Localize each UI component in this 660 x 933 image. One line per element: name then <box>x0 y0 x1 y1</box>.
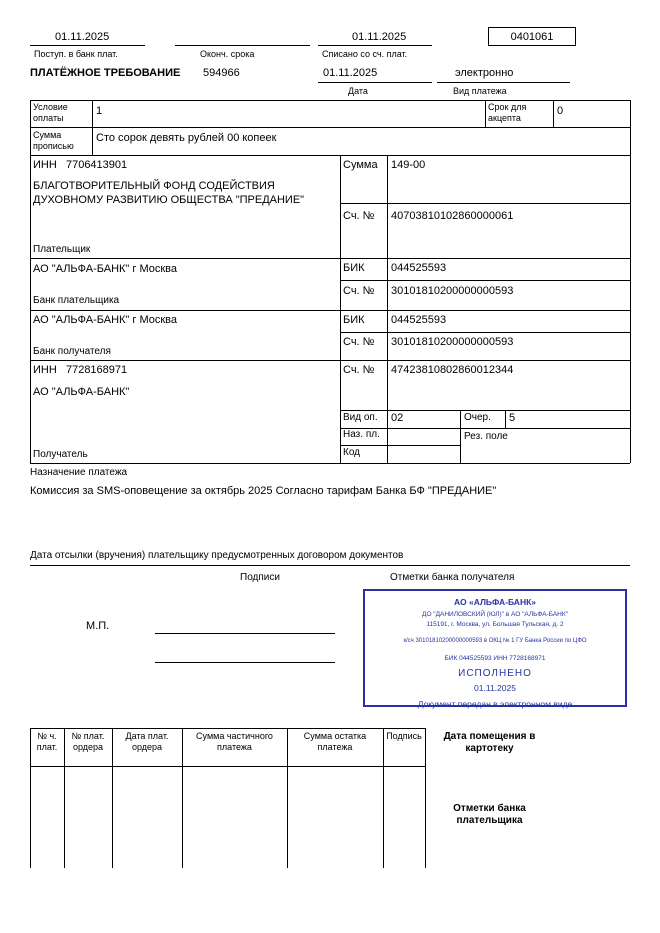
purpose-code-label: Наз. пл. <box>343 429 380 440</box>
document-title: ПЛАТЁЖНОЕ ТРЕБОВАНИЕ <box>30 67 181 79</box>
grid-line <box>383 728 384 868</box>
amount-words: Сто сорок девять рублей 00 копеек <box>96 132 277 144</box>
card-file-label: Дата помещения в картотеку <box>443 731 536 754</box>
purpose-label: Назначение платежа <box>30 467 128 478</box>
grid-line <box>425 728 426 868</box>
beneficiary-bank-name: АО "АЛЬФА-БАНК" г Москва <box>33 314 177 326</box>
partial-col-header: Подпись <box>386 731 422 741</box>
grid-line <box>30 310 630 311</box>
dispatch-label: Дата отсылки (вручения) плательщику предусмотренных договором документов <box>30 550 404 561</box>
grid-line <box>30 100 630 101</box>
priority-label: Очер. <box>464 412 491 423</box>
grid-line <box>30 766 425 767</box>
acceptance-term-value: 0 <box>557 105 564 117</box>
payer-inn: ИНН 7706413901 <box>33 159 128 171</box>
beneficiary-bank-marks-label: Отметки банка получателя <box>390 572 515 583</box>
signature-line <box>155 662 335 663</box>
op-kind-value: 02 <box>391 412 404 424</box>
grid-line <box>340 155 341 463</box>
grid-line <box>340 203 630 204</box>
amount-value: 149-00 <box>391 159 426 171</box>
received-date: 01.11.2025 <box>55 31 110 43</box>
grid-line <box>30 100 31 463</box>
beneficiary-name: АО "АЛЬФА-БАНК" <box>33 386 130 398</box>
stamp-note: Документ передан в электронном виде <box>417 698 573 709</box>
grid-line <box>340 410 630 411</box>
payer-bank-account: 30101810200000000593 <box>391 285 514 297</box>
grid-line <box>30 155 630 156</box>
payer-bank-marks-label: Отметки банка плательщика <box>453 803 526 826</box>
condition-value: 1 <box>96 105 103 117</box>
stamp-corr-account: к/сч 30101810200000000593 в ОКЦ № 1 ГУ Банка России по ЦФО <box>403 637 587 644</box>
stamp-status: ИСПОЛНЕНО <box>458 667 532 679</box>
beneficiary-bank-bik: 044525593 <box>391 314 447 326</box>
partial-col-header: Дата плат. ордера <box>125 731 169 752</box>
beneficiary-inn: ИНН 7728168971 <box>33 364 128 376</box>
amount-label: Сумма <box>343 159 378 171</box>
partial-col-header: № плат. ордера <box>71 731 105 752</box>
document-number: 594966 <box>203 67 240 79</box>
purpose-text: Комиссия за SMS-оповещение за октябрь 2025 Согласно тарифам Банка БФ "ПРЕДАНИЕ" <box>30 485 497 497</box>
grid-line <box>30 258 630 259</box>
acceptance-term-label: Срок для акцепта <box>488 102 527 123</box>
deadline-underline <box>175 45 310 46</box>
signature-line <box>155 633 335 634</box>
beneficiary-bank-bik-label: БИК <box>343 314 365 326</box>
grid-line <box>92 100 93 155</box>
payment-kind-underline <box>437 82 570 83</box>
grid-line <box>30 127 630 128</box>
grid-line <box>340 445 460 446</box>
partial-col-header: Сумма остатка платежа <box>303 731 367 752</box>
form-code-box <box>488 27 576 46</box>
stamp-address: 115191, г. Москва, ул. Большая Тульская, д. 2 <box>426 620 564 628</box>
stamp-branch: ДО "ДАНИЛОВСКИЙ (ЮЛ)" в АО "АЛЬФА-БАНК" <box>422 611 568 619</box>
payer-name: БЛАГОТВОРИТЕЛЬНЫЙ ФОНД СОДЕЙСТВИЯ ДУХОВНОМУ РАЗВИТИЮ ОБЩЕСТВА "ПРЕДАНИЕ" <box>33 180 305 207</box>
beneficiary-account: 47423810802860012344 <box>391 364 514 376</box>
document-date: 01.11.2025 <box>323 67 378 79</box>
grid-line <box>340 332 630 333</box>
partial-col-header: № ч. плат. <box>36 731 58 752</box>
received-label: Поступ. в банк плат. <box>34 49 118 59</box>
payer-bank-name: АО "АЛЬФА-БАНК" г Москва <box>33 263 177 275</box>
stamp-bank-name: АО «АЛЬФА-БАНК» <box>453 597 537 607</box>
grid-line <box>340 428 630 429</box>
stamp-date: 01.11.2025 <box>474 682 516 693</box>
beneficiary-bank-label: Банк получателя <box>33 346 111 357</box>
grid-line <box>505 410 506 428</box>
received-date-underline <box>30 45 145 46</box>
grid-line <box>485 100 486 127</box>
partial-col-header: Сумма частичного платежа <box>196 731 273 752</box>
signatures-label: Подписи <box>240 572 280 583</box>
form-code: 0401061 <box>510 30 554 43</box>
payer-account: 40703810102860000061 <box>391 210 514 222</box>
grid-line <box>30 360 630 361</box>
date-label: Дата <box>348 86 368 96</box>
beneficiary-bank-account-label: Сч. № <box>343 336 375 348</box>
code-label: Код <box>343 447 361 458</box>
stamp-bik-inn: БИК 044525593 ИНН 7728168971 <box>444 654 546 662</box>
dispatch-underline <box>30 565 630 566</box>
grid-line <box>460 410 461 463</box>
reserve-field-label: Рез. поле <box>464 431 508 442</box>
grid-line <box>553 100 554 127</box>
grid-line <box>630 100 631 463</box>
deadline-label: Оконч. срока <box>200 49 255 59</box>
op-kind-label: Вид оп. <box>343 412 378 423</box>
beneficiary-account-label: Сч. № <box>343 364 375 376</box>
payment-kind-label: Вид платежа <box>453 86 507 96</box>
payment-kind: электронно <box>455 67 514 79</box>
payer-bank-bik-label: БИК <box>343 262 365 274</box>
bank-stamp <box>363 589 627 707</box>
grid-line <box>30 728 425 729</box>
priority-value: 5 <box>509 412 516 424</box>
debited-date-underline <box>318 45 432 46</box>
date-underline <box>318 82 432 83</box>
payer-bank-account-label: Сч. № <box>343 285 375 297</box>
debited-date: 01.11.2025 <box>352 31 407 43</box>
beneficiary-bank-account: 30101810200000000593 <box>391 336 514 348</box>
beneficiary-label: Получатель <box>33 449 88 460</box>
payer-label: Плательщик <box>33 244 91 255</box>
payer-bank-bik: 044525593 <box>391 262 447 274</box>
grid-line <box>30 463 630 464</box>
payer-bank-label: Банк плательщика <box>33 295 120 306</box>
amount-words-label: Сумма прописью <box>33 130 74 151</box>
condition-label: Условие оплаты <box>33 102 68 123</box>
seal-place-label: М.П. <box>86 620 110 632</box>
grid-line <box>387 155 388 463</box>
debited-label: Списано со сч. плат. <box>322 49 408 59</box>
grid-line <box>340 280 630 281</box>
payer-account-label: Сч. № <box>343 210 375 222</box>
